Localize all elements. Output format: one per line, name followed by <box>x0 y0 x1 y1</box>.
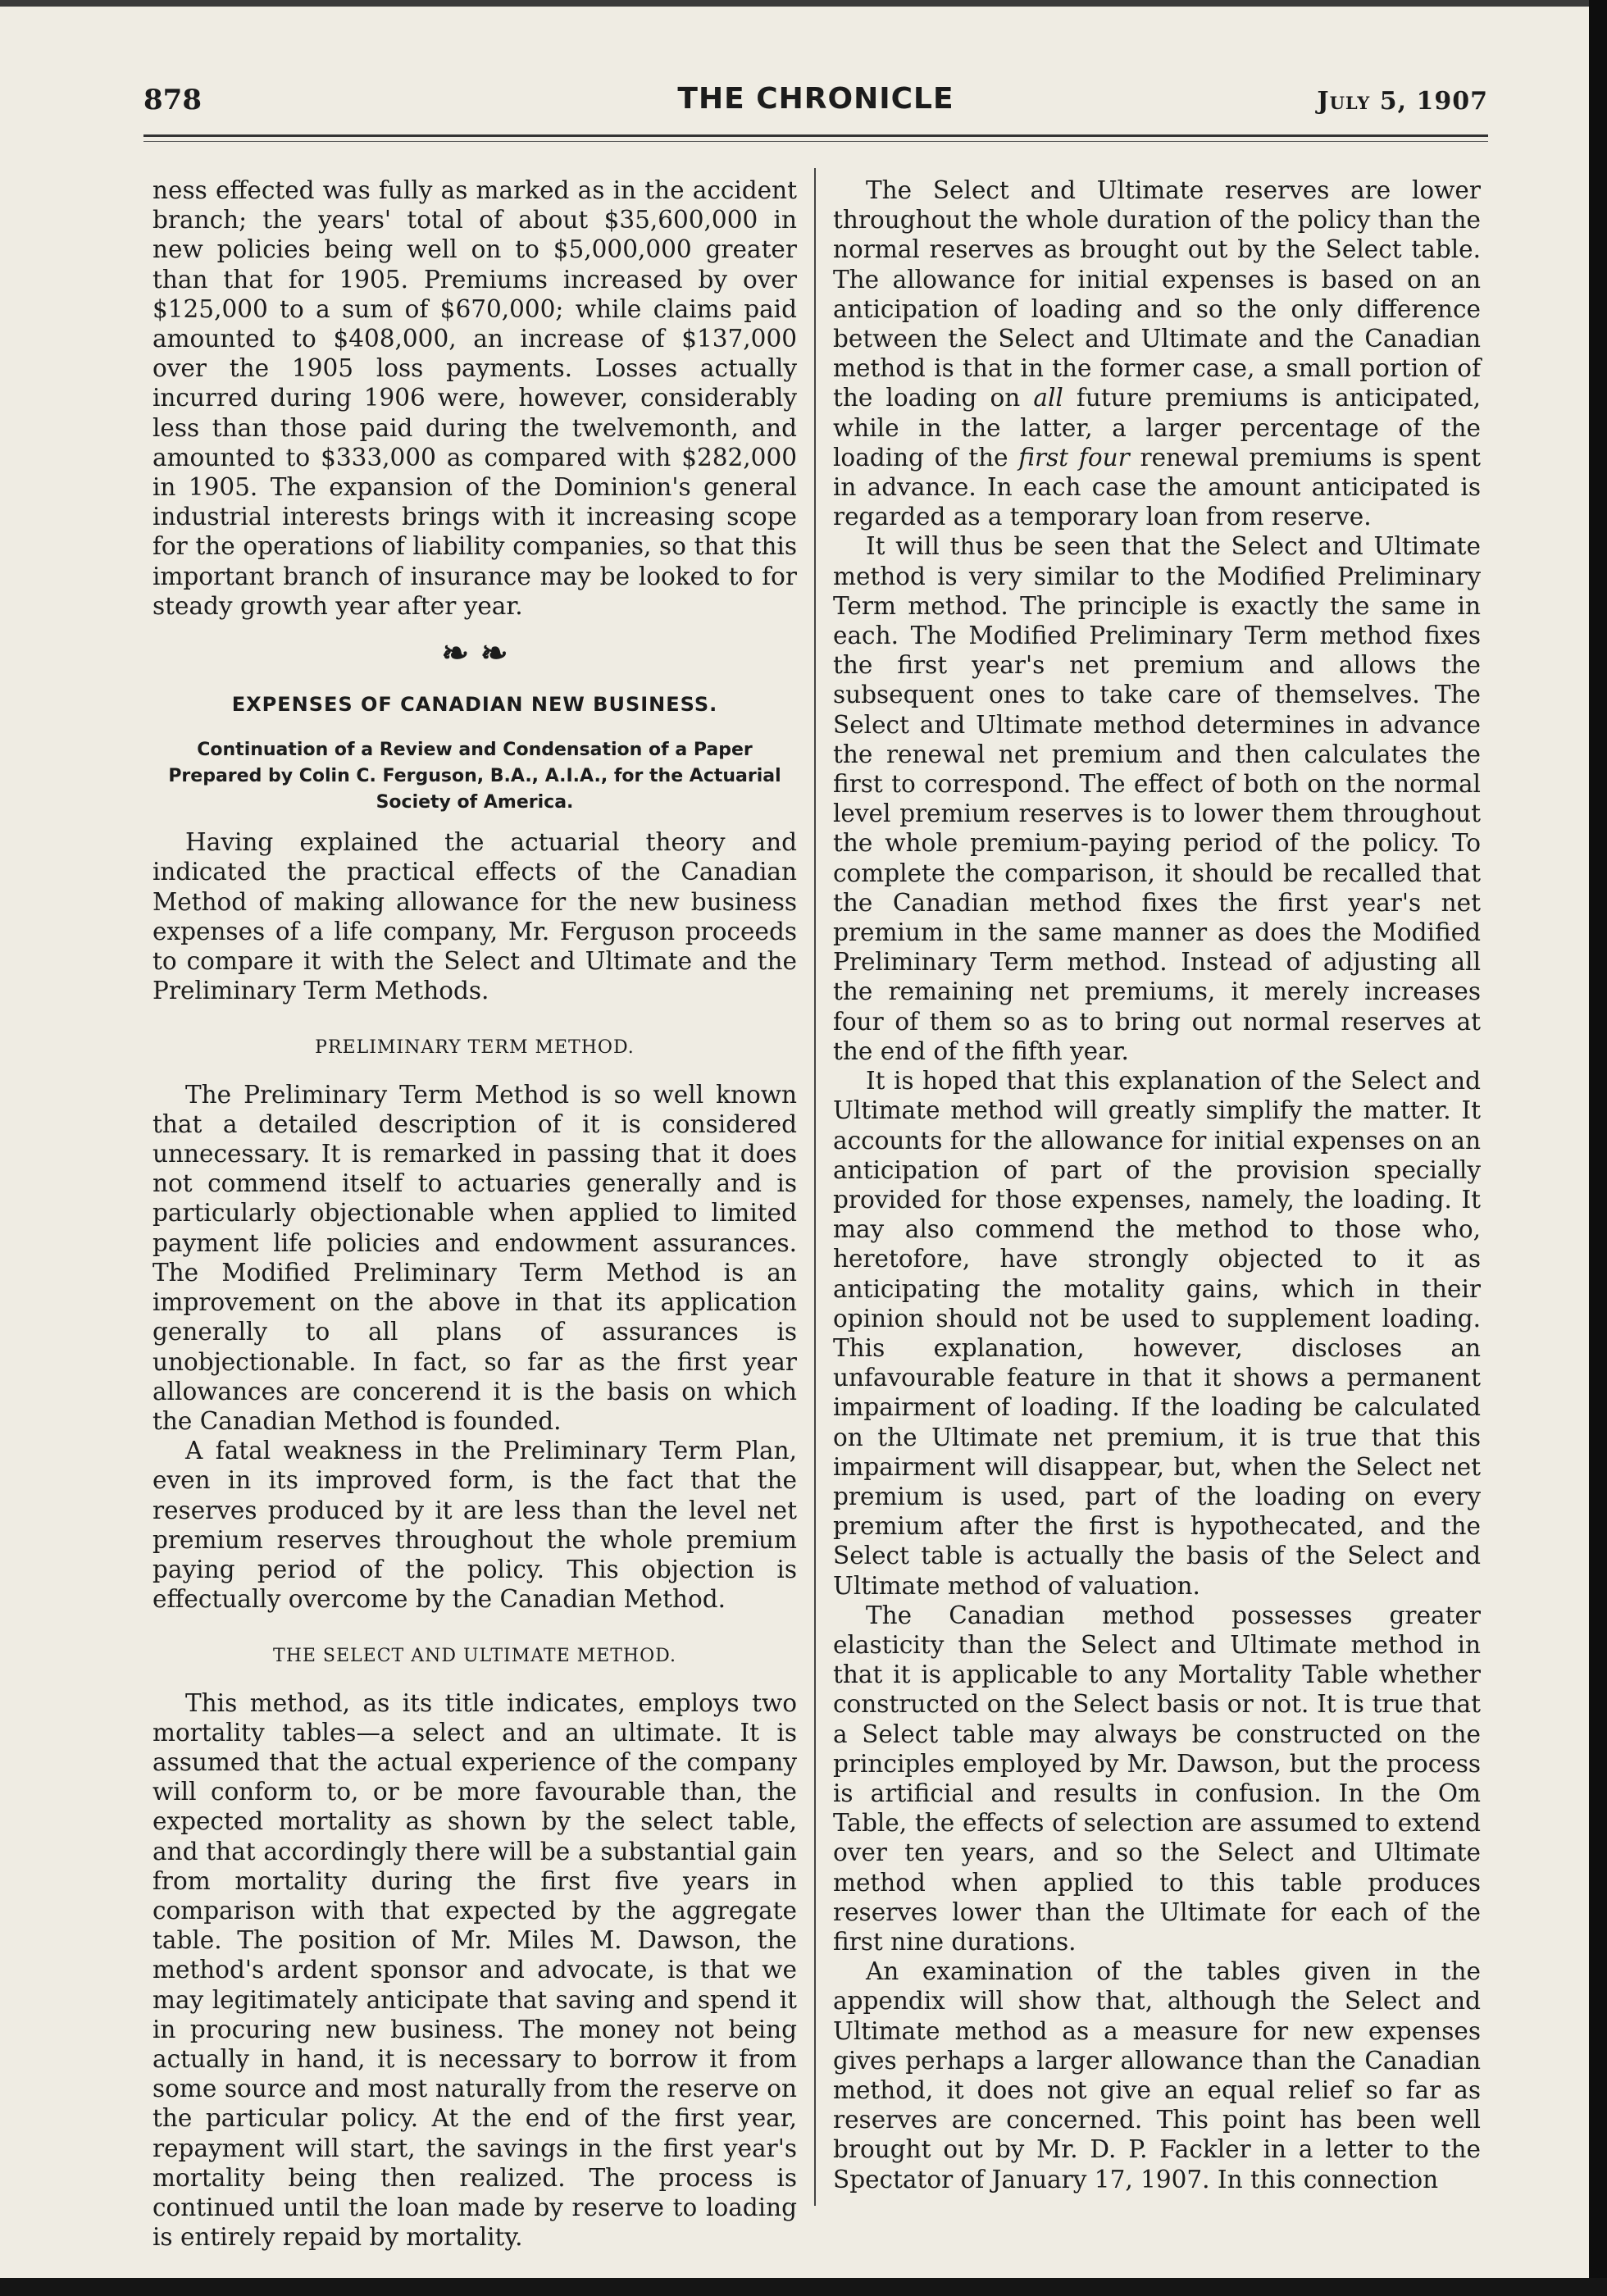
right-column <box>833 175 1481 2194</box>
scan-top-edge <box>0 0 1607 7</box>
page-header <box>143 75 1488 125</box>
article-subtitle: Continuation of a Review and Condensation of a Paper Prepared by Colin C. Ferguson, B.A., A.I.A., for the Actuarial Society of America. <box>168 740 781 813</box>
intro-paragraph: ness effected was fully as marked as in the accident branch; the years' total of about $35,600,000 in new policies being well on to $5,000,000 greater than that for 1905. Premiums increased by over $125,000 to a sum of $670,000; while claims paid amounted to $408,000, an increase of $137,000 over the 1905 loss payments. Losses actually incurred during 1906 were, however, considerably less than those paid during the twelvemonth, and amounted to $333,000 as compared with $282,000 in 1905. The expansion of the Dominion's general industrial interests brings with it increasing scope for the operations of liability companies, so that this important branch of insurance may be looked to for steady growth year after year. <box>153 176 797 620</box>
heading-preliminary-term: PRELIMINARY TERM METHOD. <box>315 1037 635 1059</box>
column-divider <box>814 168 816 2206</box>
issue-date: July 5, 1907 <box>1317 87 1488 116</box>
paragraph-text: future premiums is anticipated, while in the latter, a larger percentage of the loading of the <box>833 384 1481 472</box>
paragraph-similarity: It will thus be seen that the Select and Ultimate method is very similar to the Modified Preliminary Term method. The principle is exactly the same in each. The Modified Preliminary Term method fixes the first year's net premium and allows the subsequent ones to take care of themselves. The Select and Ultimate method determines in advance the renewal net premium and then calculates the first to correspond. The effect of both on the normal level premium reserves is to lower them throughout the whole premium-paying period of the policy. To complete the comparison, it should be recalled that the Canadian method fixes the first year's net premium in the same manner as does the Modified Preliminary Term method. Instead of adjusting all the remaining net premiums, it merely increases four of them so as to bring out normal reserves at the end of the fifth year. <box>833 532 1481 1065</box>
emphasis-all: all <box>1033 384 1063 412</box>
journal-title: THE CHRONICLE <box>677 82 954 116</box>
scan-bottom-edge <box>0 2278 1607 2296</box>
paragraph-elasticity: The Canadian method possesses greater elasticity than the Select and Ultimate method in that it is applicable to any Mortality Table whether constructed on the Select basis or not. It is true that a Select table may always be constructed on the principles employed by Mr. Dawson, but the process is artificial and results in confusion. In the Om Table, the effects of selection are assumed to extend over ten years, and so the Select and Ultimate method when applied to this table produces reserves lower than the Ultimate for each of the first nine durations. <box>833 1601 1481 1956</box>
paragraph-explanation: It is hoped that this explanation of the Select and Ultimate method will greatly simplify the matter. It accounts for the allowance for initial expenses on an anticipation of part of the provision specially provided for those expenses, namely, the loading. It may also commend the method to those who, heretofore, have strongly objected to it as anticipating the motality gains, which in their opinion should not be used to supplement loading. This explanation, however, discloses an unfavourable feature in that it shows a permanent impairment of loading. If the loading be calculated on the Ultimate net premium, it is true that this impairment will disappear, but, when the Select net premium is used, part of the loading on every premium after the first is hypothecated, and the Select table is actually the basis of the Select and Ultimate method of valuation. <box>833 1067 1481 1600</box>
paragraph-preliminary-term: The Preliminary Term Method is so well known that a detailed description of it is considered unnecessary. It is remarked in passing that it does not commend itself to actuaries generally and is particularly objectionable when applied to limited payment life policies and endowment assurances. The Modified Preliminary Term Method is an improvement on the above in that its application generally to all plans of assurances is unobjectionable. In fact, so far as the first year allowances are concerend it is the basis on which the Canadian Method is founded. <box>153 1080 797 1435</box>
left-column <box>153 175 797 2252</box>
heading-select-ultimate: THE SELECT AND ULTIMATE METHOD. <box>273 1646 676 1667</box>
article-title: EXPENSES OF CANADIAN NEW BUSINESS. <box>231 693 718 717</box>
scan-right-edge <box>1589 0 1607 2296</box>
paragraph-text: The Select and Ultimate reserves are lower throughout the whole duration of the policy than the normal reserves as brought out by the Select table. The allowance for initial expenses is based on an anticipation of loading and so the only difference between the Select and Ultimate and the Canadian method is that in the former case, a small portion of the loading on <box>833 176 1481 412</box>
emphasis-first-four: first four <box>1018 443 1130 472</box>
paragraph-fatal-weakness: A fatal weakness in the Preliminary Term Plan, even in its improved form, is the fact that the reserves produced by it are less than the level net premium reserves throughout the whole premium paying period of the policy. This objection is effectually overcome by the Canadian Method. <box>153 1437 797 1614</box>
paragraph-select-ultimate: This method, as its title indicates, employs two mortality tables—a select and an ultimate. It is assumed that the actual experience of the company will conform to, or be more favourable than, the expected mortality as shown by the select table, and that accordingly there will be a substantial gain from mortality during the first five years in comparison with that expected by the aggregate table. The position of Mr. Miles M. Dawson, the method's ardent sponsor and advocate, is that we may legitimately anticipate that saving and spend it in procuring new business. The money not being actually in hand, it is necessary to borrow it from some source and most naturally from the reserve on the particular policy. At the end of the first year, repayment will start, the savings in the first year's mortality being then realized. The process is continued until the loan made by reserve to loading is entirely repaid by mortality. <box>153 1688 797 2252</box>
page-number: 878 <box>143 84 202 116</box>
paragraph-examination: An examination of the tables given in the appendix will show that, although the Select and Ultimate method as a measure for new expenses gives perhaps a larger allowance than the Canadian method, it does not give an equal relief so far as reserves are concerned. This point has been well brought out by Mr. D. P. Fackler in a letter to the Spectator of January 17, 1907. In this connection <box>833 1957 1481 2194</box>
header-rule <box>143 134 1488 137</box>
paragraph-text: renewal premiums is spent in advance. In each case the amount anticipated is regarded as a temporary loan from reserve. <box>833 443 1481 531</box>
header-rule-thin <box>143 141 1488 142</box>
section-ornament-icon: ❧ ❧ <box>441 634 508 673</box>
paragraph-intro-comparison: Having explained the actuarial theory and indicated the practical effects of the Canadian Method of making allowance for the new business expenses of a life company, Mr. Ferguson proceeds to compare it with the Select and Ultimate and the Preliminary Term Methods. <box>153 828 797 1005</box>
paragraph-select-reserves <box>833 175 1481 531</box>
